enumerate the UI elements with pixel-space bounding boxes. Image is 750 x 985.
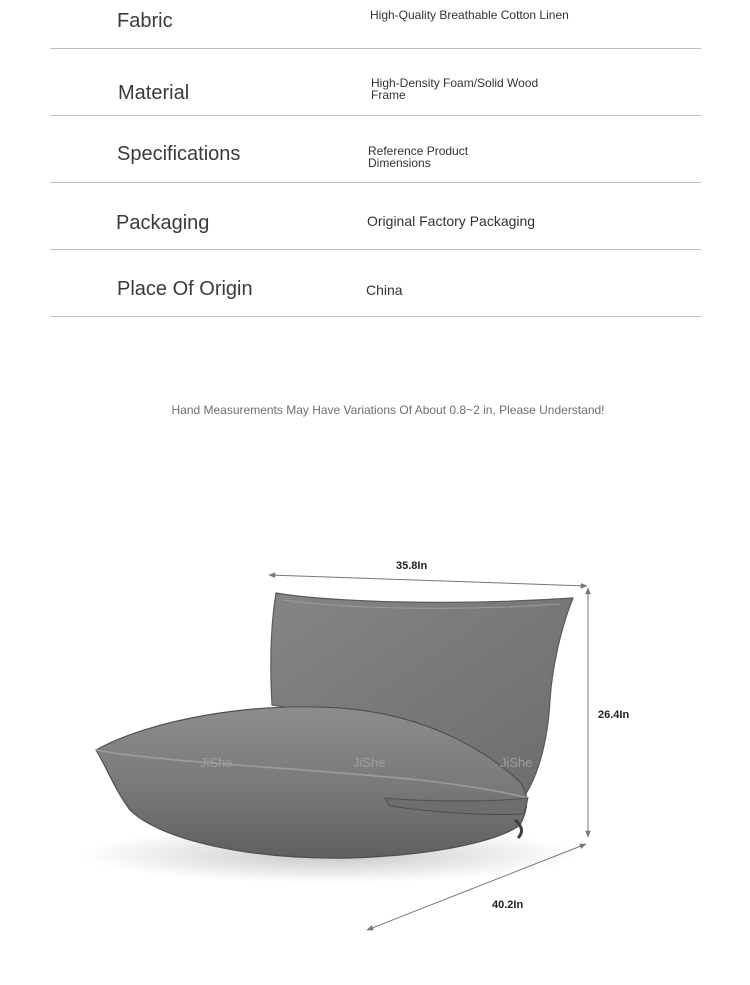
watermark-3: JiShe: [500, 755, 533, 770]
bean-bag-chair-illustration: [0, 540, 750, 980]
spec-value-material: High-Density Foam/Solid Wood Frame: [371, 76, 539, 102]
spec-label-specifications: Specifications: [117, 143, 241, 165]
spec-row-fabric: [50, 0, 701, 49]
watermark-2: JiShe: [353, 755, 386, 770]
spec-value-specifications: Reference Product Dimensions: [368, 144, 469, 170]
spec-row-material: [50, 49, 701, 116]
spec-label-material: Material: [118, 82, 190, 104]
measurement-note: Hand Measurements May Have Variations Of About 0.8~2 in, Please Understand!: [171, 403, 605, 417]
width-dimension-label: 35.8In: [396, 560, 428, 572]
spec-label-origin: Place Of Origin: [117, 278, 253, 300]
depth-dimension-label: 40.2In: [492, 899, 524, 911]
spec-row-specifications: [50, 116, 701, 183]
height-dimension-label: 26.4In: [598, 709, 630, 721]
spec-row-origin: [50, 250, 701, 317]
spec-row-packaging: [50, 183, 701, 250]
spec-label-fabric: Fabric: [117, 10, 173, 32]
watermark-1: JiShe: [200, 755, 233, 770]
spec-value-packaging: Original Factory Packaging: [367, 213, 536, 229]
spec-label-packaging: Packaging: [116, 212, 210, 234]
spec-value-origin: China: [366, 282, 403, 298]
product-dimension-figure: [0, 540, 750, 980]
width-arrow: [269, 575, 587, 586]
spec-table: [50, 0, 701, 317]
spec-value-fabric: High-Quality Breathable Cotton Linen: [370, 8, 569, 22]
